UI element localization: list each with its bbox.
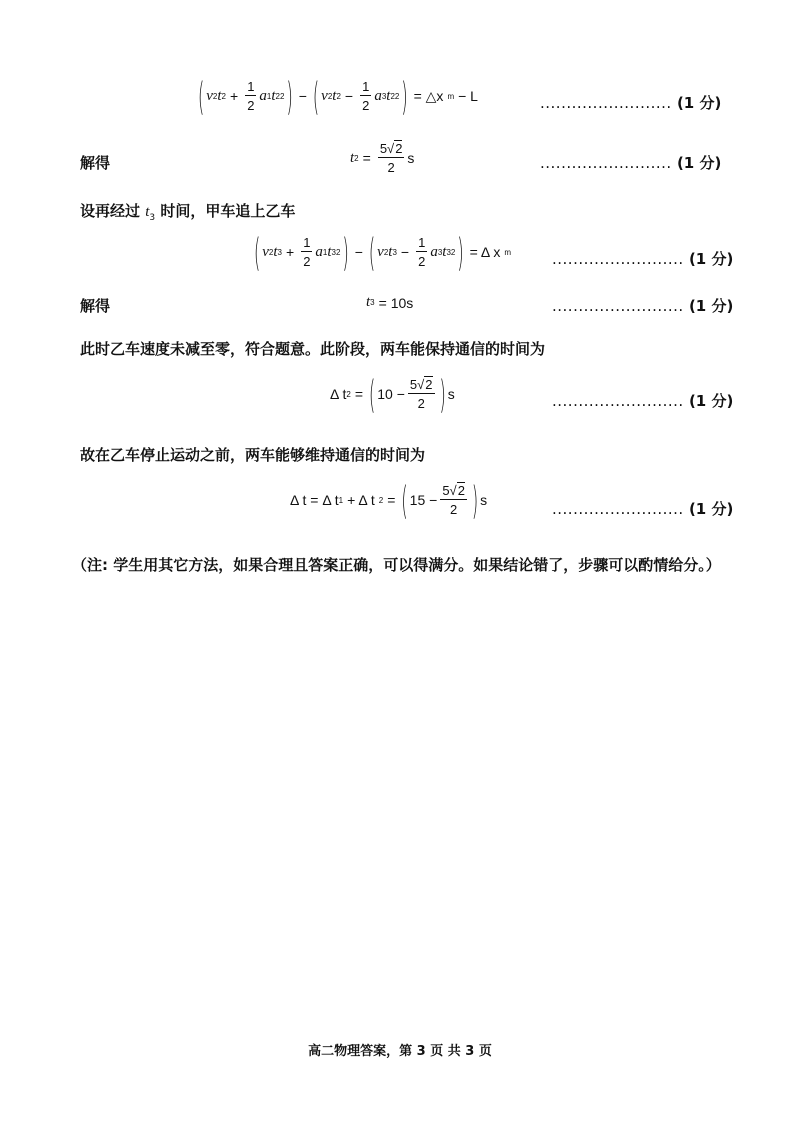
paren-close: ) (286, 73, 293, 119)
equation-2: t 2 = $\frac{5√2}{2}$ s (350, 141, 415, 175)
grading-note: （注: 学生用其它方法，如果合理且答案正确，可以得满分。如果结论错了，步骤可以酌情给分。） (72, 556, 721, 574)
paren-open: ( (312, 73, 320, 119)
score-3: ......................... (1 分) (552, 250, 734, 268)
page-footer: 高二物理答案，第 3 页 共 3 页 (308, 1044, 492, 1059)
fraction-half: $\frac{1}{2}$ (303, 235, 311, 269)
fraction-root: $\frac{5√2}{2}$ (442, 483, 465, 517)
paren-close: ) (457, 229, 464, 275)
score-5: ......................... (1 分) (552, 392, 734, 410)
paren-close: ) (401, 73, 408, 119)
fraction-half: $\frac{1}{2}$ (418, 235, 426, 269)
equation-1: ( v 2 t 2 + $\frac{1}{2}$ a 1 t 2 2 ) − ( v 2 t 2 − $\frac{1}{2}$ a 3 t 2 2 ) = △x m − L (198, 73, 478, 119)
equation-3: ( v 2 t 3 + $\frac{1}{2}$ a 1 t 3 2 ) − ( v 2 t 3 − $\frac{1}{2}$ a 3 t 3 2 ) = Δ x m (254, 229, 512, 275)
equation-6: Δ t = Δ t 1 + Δ t 2 = ( 15 − $\frac{5√2}{2}$ ) s (290, 477, 488, 523)
fraction-half: $\frac{1}{2}$ (247, 79, 255, 113)
paragraph-2: 此时乙车速度未减至零，符合题意。此阶段，两车能保持通信的时间为 (80, 340, 546, 358)
solve-label-1: 解得 (80, 154, 111, 172)
score-1: ......................... (1 分) (540, 94, 722, 112)
fraction-half: $\frac{1}{2}$ (362, 79, 370, 113)
paren-open: ( (369, 371, 376, 417)
score-2: ......................... (1 分) (540, 154, 722, 172)
paren-open: ( (368, 229, 376, 275)
paren-close: ) (342, 229, 349, 275)
paren-close: ) (471, 477, 479, 523)
paren-open: ( (254, 229, 261, 275)
paren-open: ( (401, 477, 408, 523)
paren-open: ( (198, 73, 205, 119)
paragraph-1: 设再经过 $t_3$ 时间，甲车追上乙车 (80, 202, 296, 223)
fraction-root: $\frac{5√2}{2}$ (379, 141, 403, 175)
fraction-root: $\frac{5√2}{2}$ (409, 377, 433, 411)
solve-label-2: 解得 (80, 297, 111, 315)
paren-close: ) (439, 371, 446, 417)
equation-4: t 3 = 10s (366, 294, 414, 311)
score-4: ......................... (1 分) (552, 297, 734, 315)
score-6: ......................... (1 分) (552, 500, 734, 518)
paragraph-3: 故在乙车停止运动之前，两车能够维持通信的时间为 (80, 446, 426, 464)
equation-5: Δ t 2 = ( 10 − $\frac{5√2}{2}$ ) s (330, 371, 455, 417)
